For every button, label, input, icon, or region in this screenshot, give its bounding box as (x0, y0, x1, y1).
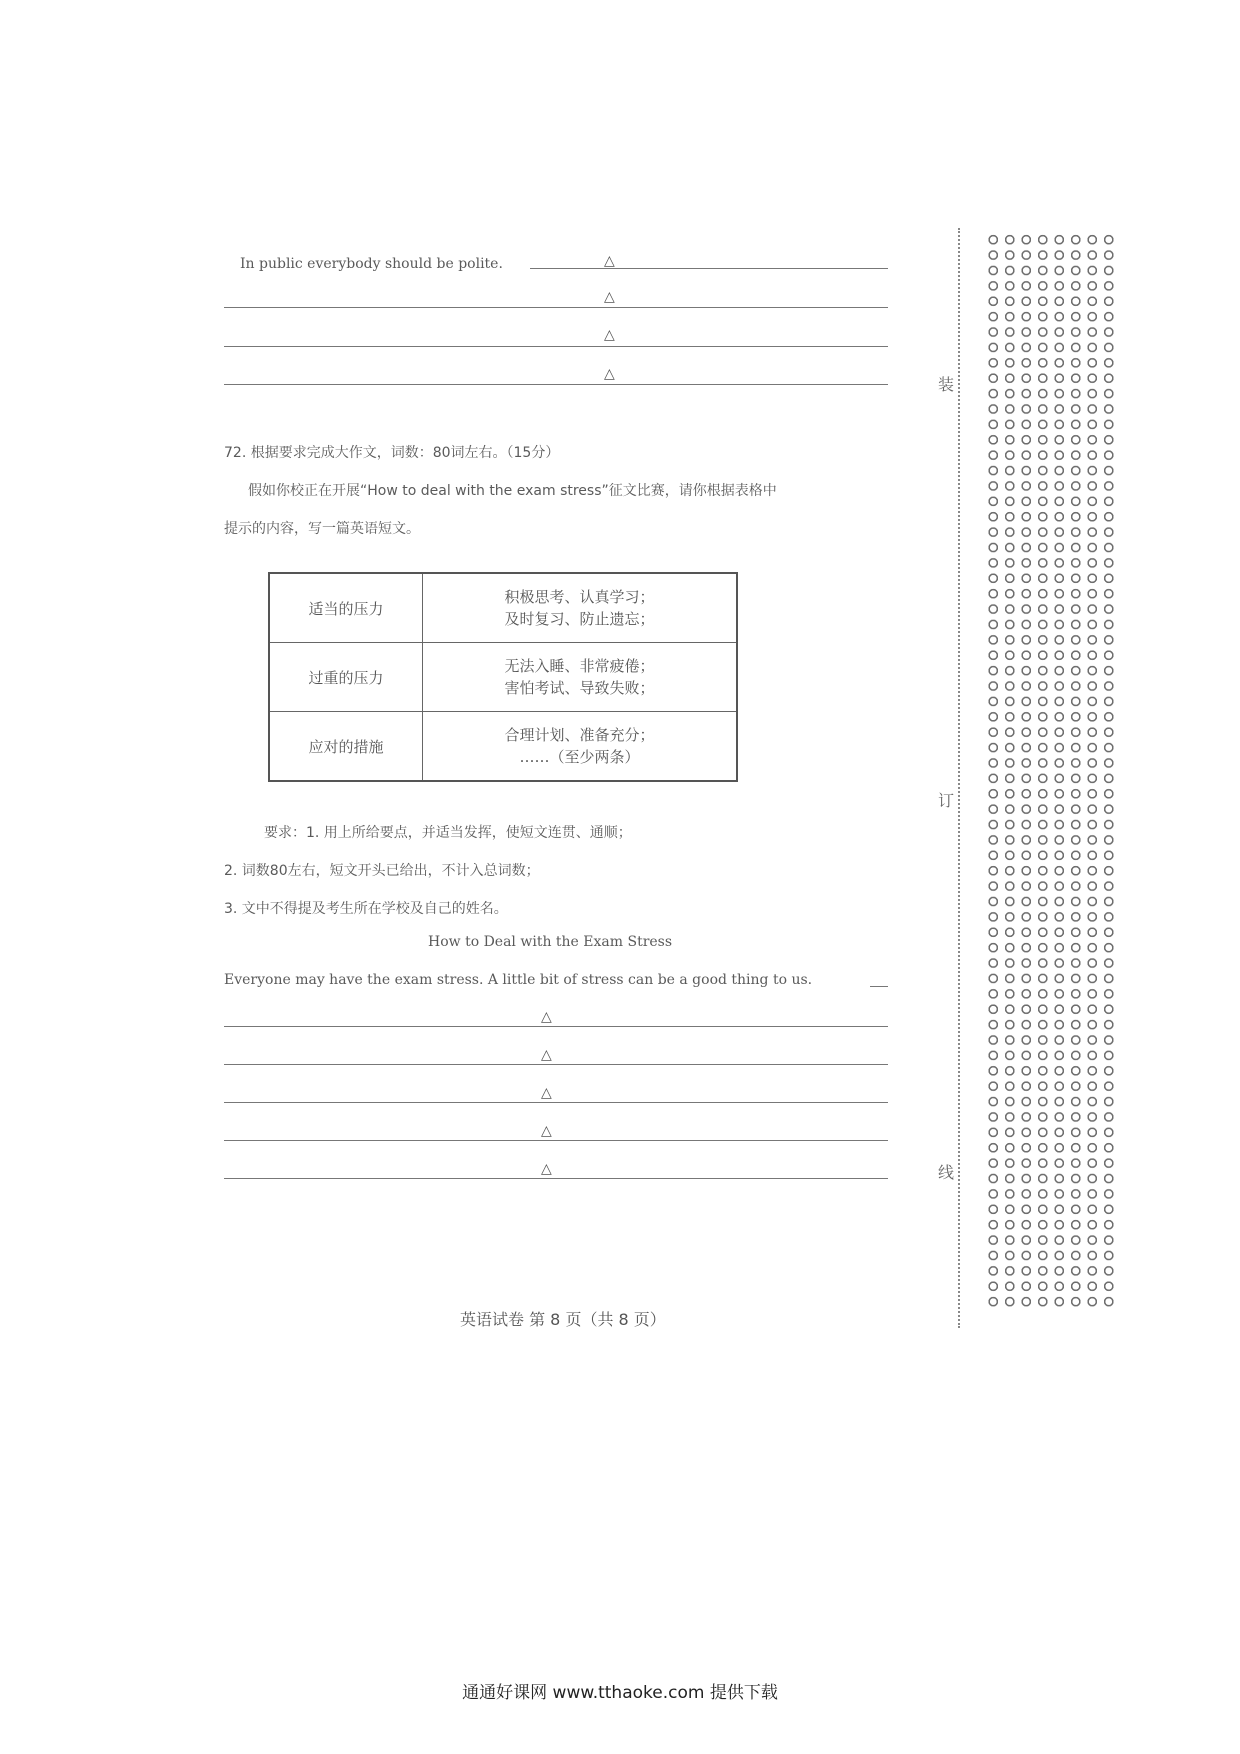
table-row (269, 712, 737, 782)
requirement-3: 3. 文中不得提及考生所在学校及自己的姓名。 (224, 901, 508, 917)
intro-sentence: In public everybody should be polite. (240, 256, 503, 272)
question-prompt-line2: 提示的内容，写一篇英语短文。 (224, 521, 420, 537)
answer-line (224, 384, 888, 385)
decorative-pattern (985, 232, 1117, 1310)
question-heading: 72. 根据要求完成大作文，词数：80词左右。（15分） (224, 445, 560, 461)
binding-char: 装 (938, 375, 955, 394)
answer-line (224, 1064, 888, 1065)
blank-marker: △ (541, 1085, 552, 1101)
table-row (269, 573, 737, 643)
blank-marker: △ (541, 1161, 552, 1177)
table-row-content (423, 643, 738, 712)
table-row-content (423, 712, 738, 782)
answer-line (530, 268, 888, 269)
table-content-line: 合理计划、准备充分； (504, 726, 655, 744)
essay-title: How to Deal with the Exam Stress (428, 934, 673, 950)
table-row (269, 643, 737, 712)
page-number: 英语试卷 第 8 页（共 8 页） (460, 1310, 666, 1329)
table-content-line: 无法入睡、非常疲倦； (504, 657, 655, 675)
binding-char: 订 (938, 791, 955, 810)
answer-line (224, 346, 888, 347)
table-row-label: 过重的压力 (269, 643, 423, 712)
blank-marker: △ (604, 366, 615, 382)
blank-marker: △ (604, 327, 615, 343)
binding-dotted-line (958, 228, 960, 1328)
table-content-line: ……（至少两条） (519, 748, 640, 766)
blank-marker: △ (541, 1009, 552, 1025)
blank-marker: △ (604, 253, 615, 269)
table-content-line: 害怕考试、导致失败； (504, 679, 655, 697)
table-content-line: 及时复习、防止遗忘； (504, 610, 655, 628)
blank-marker: △ (604, 289, 615, 305)
question-prompt-line1: 假如你校正在开展“How to deal with the exam stress”征文比赛，请你根据表格中 (248, 483, 777, 499)
blank-marker: △ (541, 1047, 552, 1063)
essay-opening: Everyone may have the exam stress. A little bit of stress can be a good thing to us. (224, 972, 813, 988)
table-row-label: 应对的措施 (269, 712, 423, 782)
site-credit: 通通好课网 www.tthaoke.com 提供下载 (462, 1683, 778, 1703)
table-content-line: 积极思考、认真学习； (504, 588, 655, 606)
requirement-2: 2. 词数80左右，短文开头已给出，不计入总词数； (224, 863, 540, 879)
answer-line (224, 307, 888, 308)
requirement-1: 要求：1. 用上所给要点，并适当发挥，使短文连贯、通顺； (264, 825, 632, 841)
answer-line (870, 986, 888, 987)
table-row-content (423, 573, 738, 643)
answer-line (224, 1140, 888, 1141)
table-row-label: 适当的压力 (269, 573, 423, 643)
answer-line (224, 1102, 888, 1103)
answer-line (224, 1178, 888, 1179)
hint-table (268, 572, 738, 782)
binding-char: 线 (938, 1163, 955, 1182)
blank-marker: △ (541, 1123, 552, 1139)
answer-line (224, 1026, 888, 1027)
